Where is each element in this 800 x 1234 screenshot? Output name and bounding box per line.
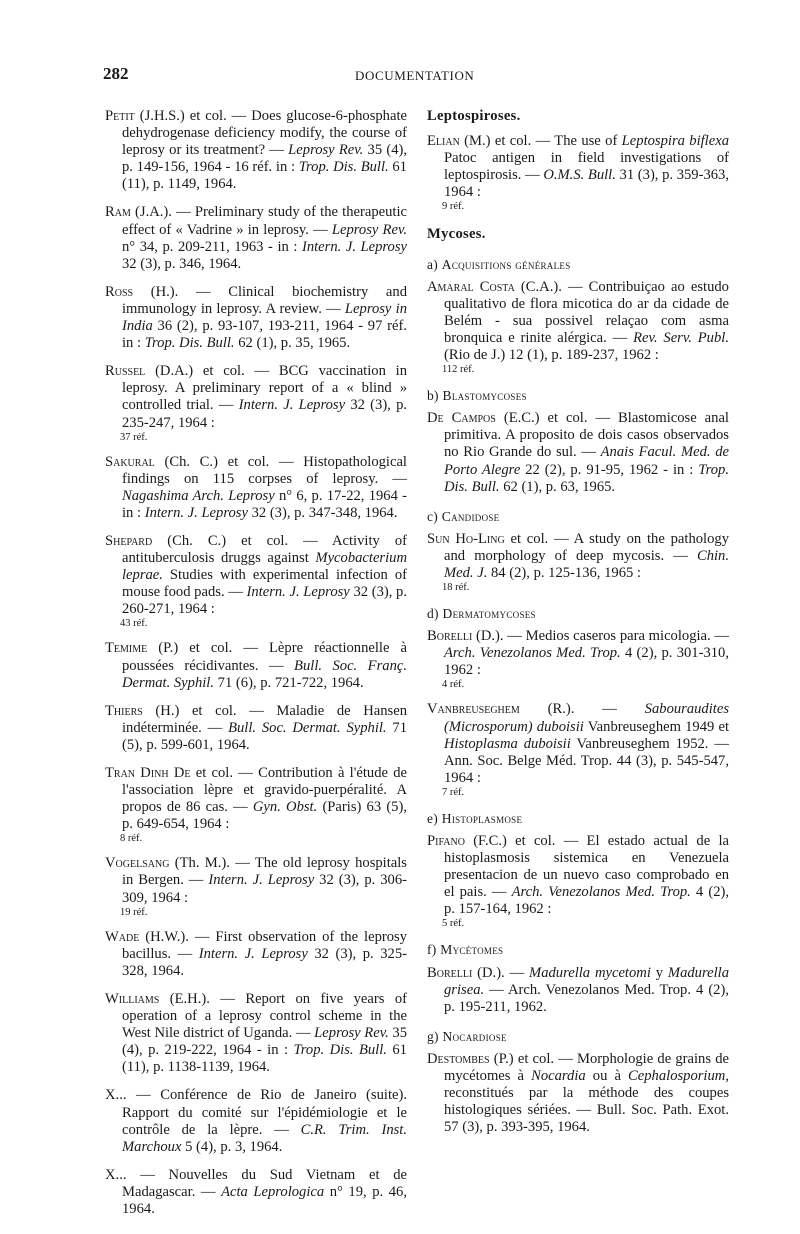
subsection-heading bbox=[427, 387, 729, 404]
entry-text: (J.H.S.) et col. — Does glucose-6-phosphate dehydrogenase deficiency modify, the course of leprosy or its treatment? — bbox=[122, 108, 407, 159]
entry-text: — Arch. Venezolanos Med. Trop. 4 (2), p. 195-211, 1962. bbox=[444, 981, 729, 1015]
entry-author: Sakural bbox=[105, 453, 155, 470]
subsection-name: Candidose bbox=[441, 508, 500, 524]
entry-source: C.R. Trim. Inst. Marchoux bbox=[122, 1121, 407, 1155]
bibliography-entry bbox=[105, 991, 407, 1076]
entry-text: — Nouvelles du Sud Vietnam et de Madagascar. — bbox=[122, 1166, 407, 1200]
bibliography-entry bbox=[105, 929, 407, 980]
entry-source: Bull. Soc. Dermat. Syphil. bbox=[228, 719, 387, 736]
entry-author: Amaral Costa bbox=[427, 278, 515, 295]
bibliography-entry bbox=[105, 765, 407, 844]
entry-text: 32 (3), p. 346, 1964. bbox=[122, 255, 242, 272]
entry-text: 62 (1), p. 35, 1965. bbox=[234, 335, 351, 352]
entry-text: (D.). — Medios caseros para micologia. — bbox=[472, 628, 729, 645]
subsection-name: Blastomycoses bbox=[442, 388, 527, 404]
entry-source: Intern. J. Leprosy bbox=[198, 945, 308, 962]
bibliography-entry bbox=[427, 410, 729, 495]
entry-source: Cephalosporium, bbox=[628, 1068, 729, 1085]
entry-ref-count: 37 réf. bbox=[120, 431, 148, 443]
section-title: Leptospiroses. bbox=[427, 108, 521, 124]
entry-source: Trop. Dis. Bull. bbox=[298, 159, 389, 176]
subsection-letter: f) bbox=[427, 942, 437, 958]
entry-author: Pifano bbox=[427, 833, 465, 849]
left-column bbox=[105, 108, 407, 1229]
entry-author: Petit bbox=[105, 108, 135, 124]
entry-author: Elian bbox=[427, 133, 460, 150]
bibliography-entry bbox=[427, 279, 729, 375]
subsection-heading bbox=[427, 605, 729, 622]
entry-author: Wade bbox=[105, 928, 140, 945]
subsection-letter: b) bbox=[427, 388, 439, 404]
entry-text: 61 (11), p. 1138-1139, 1964. bbox=[122, 1042, 407, 1076]
bibliography-entry bbox=[105, 284, 407, 352]
entry-text: (Ch. C.) et col. — Activity of antituberculosis druggs against bbox=[122, 532, 407, 567]
entry-source: Leprosy Rev. bbox=[331, 221, 407, 238]
subsection-heading bbox=[427, 810, 729, 827]
bibliography-entry bbox=[105, 1087, 407, 1155]
entry-text: (D.). — bbox=[472, 964, 530, 981]
entry-text: 62 (1), p. 63, 1965. bbox=[499, 478, 616, 495]
bibliography-entry bbox=[427, 1051, 729, 1136]
entry-author: Ram bbox=[105, 204, 131, 221]
entry-text: ou à bbox=[585, 1068, 629, 1085]
entry-text: (P.) et col. — Lèpre réactionnelle à poussées récidivantes. — bbox=[122, 640, 407, 674]
subsection-name: Nocardiose bbox=[442, 1028, 507, 1044]
entry-text: n° 6, p. 17-22, 1964 - in : bbox=[122, 487, 407, 521]
bibliography-entry bbox=[427, 628, 729, 690]
entry-ref-count: 7 réf. bbox=[442, 786, 465, 798]
entry-text: (D.A.) et col. — BCG vaccination in leprosy. A preliminary report of a « blind » controlled trial. — bbox=[122, 363, 407, 414]
entry-text: 32 (3), p. 260-271, 1964 : bbox=[122, 584, 407, 618]
entry-source: Trop. Dis. Bull. bbox=[144, 335, 235, 352]
entry-ref-count: 19 réf. bbox=[120, 906, 148, 918]
entry-author: X... bbox=[105, 1087, 127, 1104]
bibliography-entry bbox=[105, 454, 407, 522]
entry-ref-count: 18 réf. bbox=[442, 582, 470, 594]
entry-text: 5 (4), p. 3, 1964. bbox=[181, 1138, 283, 1155]
entry-source: Intern. J. Leprosy bbox=[301, 238, 407, 255]
subsection-letter: a) bbox=[427, 256, 439, 272]
entry-text: (M.) et col. — The use of bbox=[459, 133, 622, 150]
entry-source: Anais Facul. Med. de Porto Alegre bbox=[444, 444, 729, 478]
entry-author: De Campos bbox=[427, 410, 496, 427]
entry-ref-count: 4 réf. bbox=[442, 679, 465, 691]
entry-text: y bbox=[650, 964, 668, 981]
entry-source: Madurella mycetomi bbox=[529, 964, 651, 981]
entry-author: Temime bbox=[105, 640, 148, 657]
entry-author: Russel bbox=[105, 363, 146, 380]
entry-ref-count: 9 réf. bbox=[442, 201, 465, 213]
entry-text: 32 (3), p. 306-309, 1964 : bbox=[122, 872, 407, 906]
entry-text: 35 (4), p. 219-222, 1964 - in : bbox=[122, 1025, 407, 1059]
entry-text: 32 (3), p. 325-328, 1964. bbox=[122, 945, 408, 979]
bibliography-entry bbox=[105, 204, 407, 272]
bibliography-entry bbox=[105, 363, 407, 442]
entry-author: Tran Dinh De bbox=[105, 765, 191, 781]
entry-text: (C.A.). — Contribuiçao ao estudo qualitativo de flora micotica do ar da cidade de Belém - sua possivel relaçao com asma bronquica e rinite alérgica. — bbox=[444, 278, 729, 346]
entry-source: Nocardia bbox=[531, 1068, 586, 1085]
entry-source: Intern. J. Leprosy bbox=[238, 397, 346, 414]
entry-text: 32 (3), p. 347-348, 1964. bbox=[247, 504, 398, 521]
entry-ref-count: 5 réf. bbox=[442, 918, 465, 930]
entry-ref-count: 8 réf. bbox=[120, 833, 143, 845]
entry-source: Leprosy Rev. bbox=[314, 1025, 389, 1042]
entry-text: (H.) et col. — Maladie de Hansen indéterminée. — bbox=[122, 702, 407, 736]
entry-text: (E.H.). — Report on five years of operation of a leprosy control scheme in the West Nile district of Uganda. — bbox=[122, 990, 407, 1042]
entry-author: Vogelsang bbox=[105, 855, 170, 872]
entry-ref-count: 43 réf. bbox=[120, 618, 148, 630]
entry-text: 22 (2), p. 91-95, 1962 - in : bbox=[520, 461, 699, 478]
entry-text: (Th. M.). — The old leprosy hospitals in Bergen. — bbox=[122, 855, 407, 889]
entry-text: (Paris) 63 (5), p. 649-654, 1964 : bbox=[122, 799, 407, 833]
entry-text: 35 (4), p. 149-156, 1964 - 16 réf. in : bbox=[122, 142, 408, 176]
bibliography-entry bbox=[427, 701, 729, 797]
entry-source: Acta Leprologica bbox=[221, 1183, 325, 1200]
entry-text: et col. — Contribution à l'étude de l'association lèpre et gravido-puerpéralité. A propos de 86 cas. — bbox=[122, 765, 407, 816]
entry-text: 32 (3), p. 235-247, 1964 : bbox=[122, 397, 408, 431]
entry-author: Borelli bbox=[427, 628, 473, 645]
entry-author: Shepard bbox=[105, 532, 153, 549]
entry-author: X... bbox=[105, 1166, 127, 1183]
entry-source: Chin. Med. J. bbox=[444, 547, 729, 581]
entry-author: Destombes bbox=[427, 1050, 490, 1067]
entry-text: 71 (6), p. 721-722, 1964. bbox=[214, 674, 364, 691]
subsection-name: Histoplasmose bbox=[441, 810, 523, 826]
page-number: 282 bbox=[103, 64, 129, 83]
entry-source: Arch. Venezolanos Med. Trop. bbox=[444, 645, 621, 662]
entry-text: (J.A.). — Preliminary study of the therapeutic effect of « Vadrine » in leprosy. — bbox=[122, 204, 407, 238]
entry-text: (P.) et col. — Morphologie de grains de mycétomes à bbox=[444, 1050, 729, 1085]
entry-text: 61 (11), p. 1149, 1964. bbox=[122, 159, 407, 193]
entry-ref-count: 112 réf. bbox=[442, 364, 475, 376]
bibliography-entry bbox=[427, 133, 729, 212]
entry-text: n° 19, p. 46, 1964. bbox=[122, 1183, 407, 1217]
entry-source: Sabouraudites (Microsporum) duboisii bbox=[444, 701, 729, 735]
entry-source: Intern. J. Leprosy bbox=[208, 872, 315, 889]
entry-text: (H.W.). — First observation of the leprosy bacillus. — bbox=[122, 928, 407, 962]
entry-author: Sun Ho-Ling bbox=[427, 530, 505, 547]
bibliography-entry bbox=[427, 965, 729, 1016]
entry-source: Leprosy Rev. bbox=[288, 142, 364, 159]
entry-source: Leptospira biflexa bbox=[621, 133, 729, 150]
bibliography-entry bbox=[105, 703, 407, 754]
entry-text: (F.C.) et col. — El estado actual de la histoplasmosis sistemica en Venezuela presentacion de un nuevo caso comprobado en el pais. — bbox=[444, 833, 729, 901]
entry-text: (R.). — bbox=[519, 701, 645, 718]
entry-text: Vanbreuseghem 1952. — Ann. Soc. Belge Méd. Trop. 44 (3), p. 545-547, 1964 : bbox=[444, 735, 730, 786]
entry-author: Thiers bbox=[105, 702, 143, 719]
entry-text: 31 (3), p. 359-363, 1964 : bbox=[444, 167, 729, 201]
entry-source: Mycobacterium leprae. bbox=[122, 550, 407, 584]
bibliography-entry bbox=[105, 108, 407, 193]
bibliography-entry bbox=[427, 833, 729, 929]
entry-text: Patoc antigen in field investigations of leptospirosis. — bbox=[444, 150, 729, 184]
subsection-heading bbox=[427, 508, 729, 525]
subsection-letter: c) bbox=[427, 508, 439, 524]
entry-author: Borelli bbox=[427, 964, 473, 981]
entry-source: Madurella grisea. bbox=[444, 964, 729, 998]
entry-source: Leprosy in India bbox=[122, 300, 407, 335]
bibliography-entry bbox=[105, 1167, 407, 1218]
entry-text: reconstitués par la méthode des coupes histologiques sériées. — Bull. Soc. Path. Exot. 57 (3), p. 393-395, 1964. bbox=[444, 1085, 729, 1136]
bibliography-entry bbox=[427, 531, 729, 593]
entry-text: Vanbreuseghem 1949 et bbox=[583, 718, 730, 735]
entry-text: (E.C.) et col. — Blastomicose anal primitiva. A proposito de dois casos observados no Rio Grande do sul. — bbox=[444, 410, 729, 461]
entry-source: Histoplasma duboisii bbox=[444, 735, 571, 752]
entry-text: et col. — A study on the pathology and morphology of deep mycosis. — bbox=[444, 530, 729, 564]
subsection-letter: d) bbox=[427, 606, 439, 622]
entry-source: O.M.S. Bull. bbox=[543, 167, 616, 184]
entry-source: Trop. Dis. Bull. bbox=[293, 1042, 387, 1059]
subsection-heading bbox=[427, 1028, 729, 1045]
entry-source: Nagashima Arch. Leprosy bbox=[122, 487, 275, 504]
entry-source: Intern. J. Leprosy bbox=[246, 584, 350, 601]
entry-text: (Ch. C.) et col. — Histopathological findings on 115 corpses of leprosy. — bbox=[122, 453, 407, 487]
entry-source: Intern. J. Leprosy bbox=[144, 504, 248, 521]
subsection-heading bbox=[427, 256, 729, 273]
bibliography-entry bbox=[105, 640, 407, 691]
subsection-name: Acquisitions générales bbox=[441, 256, 571, 272]
entry-source: Arch. Venezolanos Med. Trop. bbox=[511, 884, 691, 901]
subsection-name: Mycétomes bbox=[440, 942, 504, 958]
subsection-letter: g) bbox=[427, 1028, 439, 1044]
entry-text: 84 (2), p. 125-136, 1965 : bbox=[487, 564, 641, 581]
entry-text: 4 (2), p. 157-164, 1962 : bbox=[444, 884, 730, 918]
entry-source: Rev. Serv. Publ. bbox=[633, 329, 729, 346]
entry-author: Williams bbox=[105, 990, 160, 1007]
entry-text: (Rio de J.) 12 (1), p. 189-237, 1962 : bbox=[444, 347, 659, 364]
entry-source: Bull. Soc. Franç. Dermat. Syphil. bbox=[122, 657, 407, 691]
subsection-heading bbox=[427, 941, 729, 958]
entry-text: — Conférence de Rio de Janeiro (suite). Rapport du comité sur l'épidémiologie et le contrôle de la lèpre. — bbox=[122, 1087, 407, 1138]
subsection-name: Dermatomycoses bbox=[442, 606, 536, 622]
entry-author: Vanbreuseghem bbox=[427, 701, 520, 718]
entry-source: Trop. Dis. Bull. bbox=[444, 461, 729, 495]
bibliography-entry bbox=[105, 855, 407, 917]
entry-author: Ross bbox=[105, 283, 134, 300]
entry-text: n° 34, p. 209-211, 1963 - in : bbox=[122, 238, 302, 255]
right-column bbox=[427, 108, 729, 1147]
entry-text: Studies with experimental infection of mouse food pads. — bbox=[122, 567, 407, 601]
entry-text: 4 (2), p. 301-310, 1962 : bbox=[444, 645, 730, 679]
entry-text: 71 (5), p. 599-601, 1964. bbox=[122, 719, 407, 753]
bibliography-entry bbox=[105, 533, 407, 629]
entry-text: (H.). — Clinical biochemistry and immunology in leprosy. A review. — bbox=[122, 283, 407, 317]
entry-source: Gyn. Obst. bbox=[252, 799, 318, 816]
running-head: DOCUMENTATION bbox=[355, 68, 475, 83]
entry-text: 36 (2), p. 93-107, 193-211, 1964 - 97 réf. in : bbox=[122, 318, 407, 352]
section-title: Mycoses. bbox=[427, 226, 486, 243]
subsection-letter: e) bbox=[427, 810, 439, 826]
